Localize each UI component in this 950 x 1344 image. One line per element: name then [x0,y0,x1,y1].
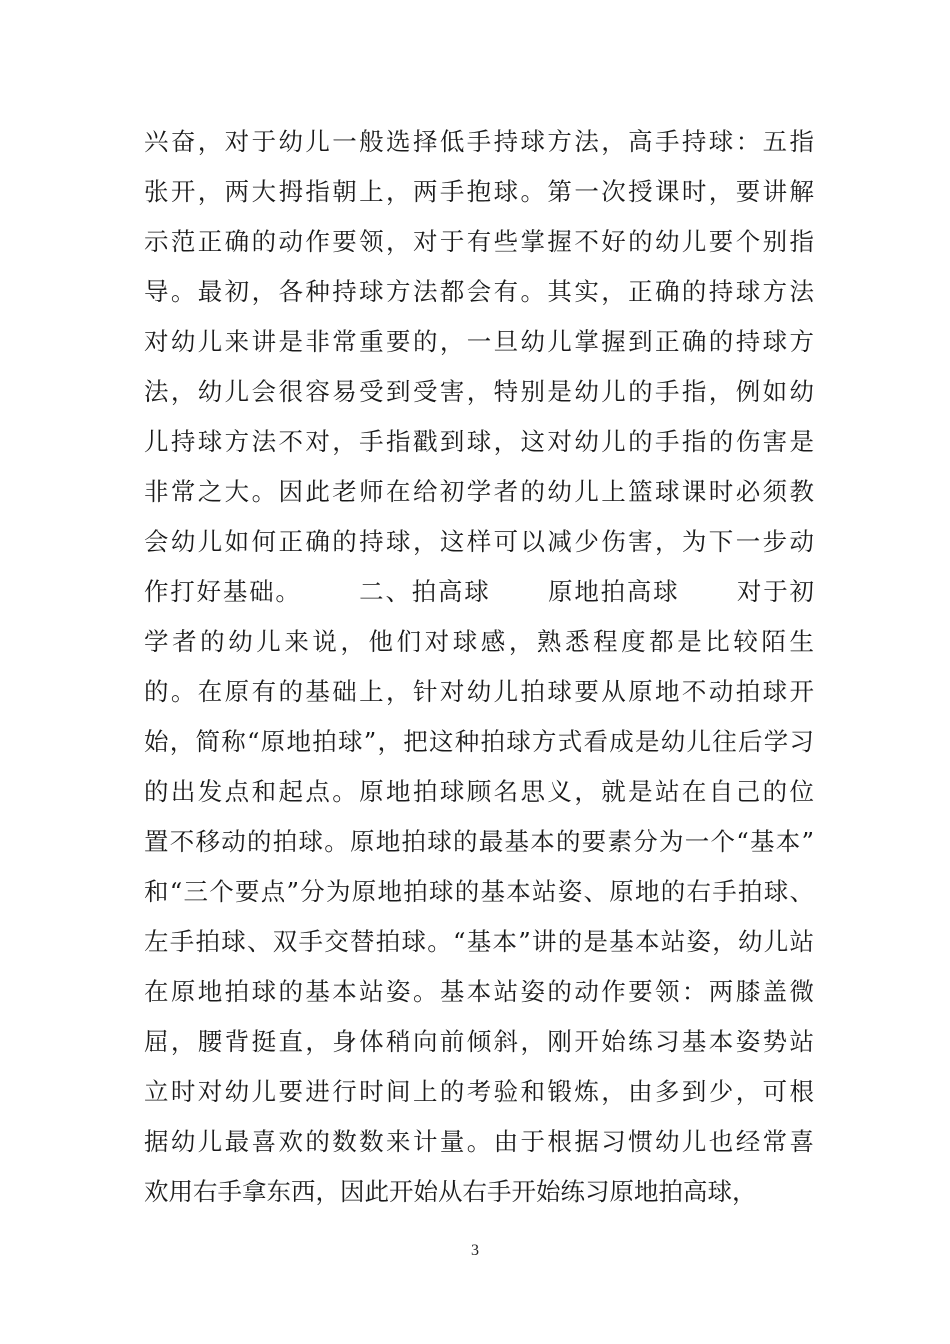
text-line: 置不移动的拍球。原地拍球的最基本的要素分为一个“基本” [144,827,814,856]
text-line: 对幼儿来讲是非常重要的，一旦幼儿掌握到正确的持球方 [144,327,814,356]
text-line: 导。最初，各种持球方法都会有。其实，正确的持球方法 [144,277,814,306]
text-line: 左手拍球、双手交替拍球。“基本”讲的是基本站姿，幼儿站 [144,927,814,956]
text-line: 会幼儿如何正确的持球，这样可以减少伤害，为下一步动 [144,527,814,556]
text-line: 欢用右手拿东西，因此开始从右手开始练习原地拍高球， [144,1177,757,1206]
text-line: 兴奋，对于幼儿一般选择低手持球方法，高手持球：五指 [144,127,814,156]
text-line: 的。在原有的基础上，针对幼儿拍球要从原地不动拍球开 [144,677,814,706]
text-line: 儿持球方法不对，手指戳到球，这对幼儿的手指的伤害是 [144,427,814,456]
text-line: 和“三个要点”分为原地拍球的基本站姿、原地的右手拍球、 [144,877,814,906]
body-text [144,117,814,1217]
text-line: 立时对幼儿要进行时间上的考验和锻炼，由多到少，可根 [144,1077,814,1106]
text-line: 始，简称“原地拍球”，把这种拍球方式看成是幼儿往后学习 [144,727,814,756]
text-line: 法，幼儿会很容易受到受害，特别是幼儿的手指，例如幼 [144,377,814,406]
text-line: 示范正确的动作要领，对于有些掌握不好的幼儿要个别指 [144,227,814,256]
text-line: 作打好基础。 二、拍高球 原地拍高球 对于初 [144,577,814,606]
text-line: 张开，两大拇指朝上，两手抱球。第一次授课时，要讲解 [144,177,814,206]
text-line: 非常之大。因此老师在给初学者的幼儿上篮球课时必须教 [144,477,814,506]
text-line: 屈，腰背挺直，身体稍向前倾斜，刚开始练习基本姿势站 [144,1027,814,1056]
text-line: 的出发点和起点。原地拍球顾名思义，就是站在自己的位 [144,777,814,806]
text-line: 在原地拍球的基本站姿。基本站姿的动作要领：两膝盖微 [144,977,814,1006]
page-number: 3 [471,1242,479,1259]
text-line: 据幼儿最喜欢的数数来计量。由于根据习惯幼儿也经常喜 [144,1127,814,1156]
text-line: 学者的幼儿来说，他们对球感，熟悉程度都是比较陌生 [144,627,814,656]
